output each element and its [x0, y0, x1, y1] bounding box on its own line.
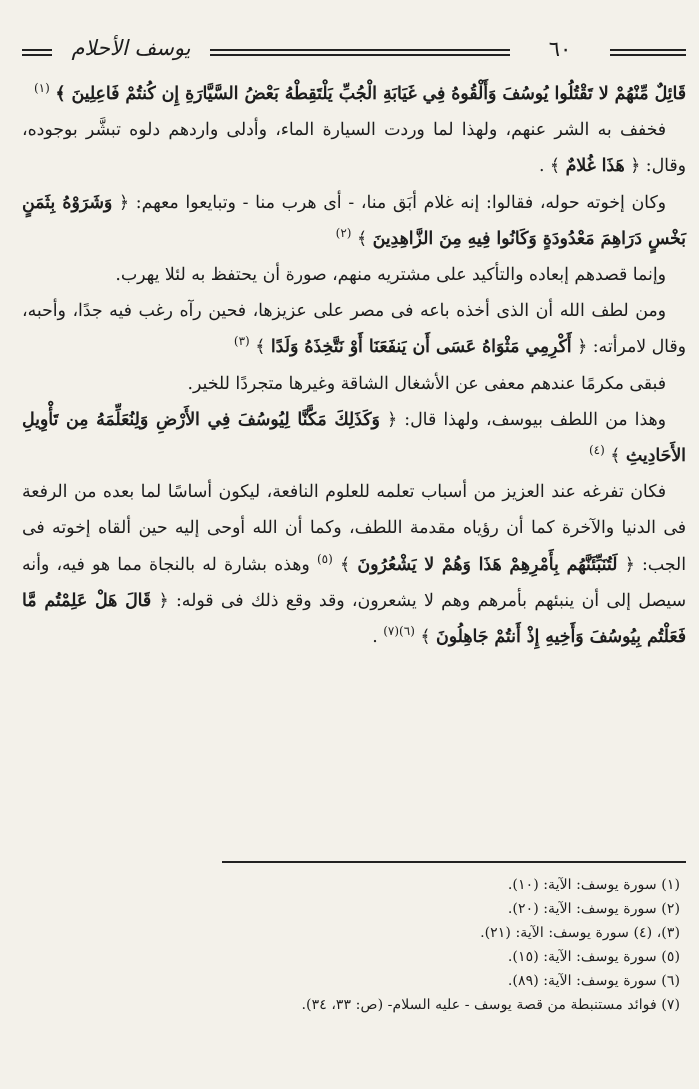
header-rule: [610, 49, 686, 51]
quran-quote: وَكَذَلِكَ مَكَّنَّا لِيُوسُفَ فِي الأَرْضِ وَلِنُعَلِّمَهُ مِن تَأْوِيلِ الأَحَادِيثِ: [22, 409, 686, 467]
quran-quote: وَشَرَوْهُ بِثَمَنٍ بَخْسٍ دَرَاهِمَ مَعْدُودَةٍ وَكَانُوا فِيهِ مِنَ الزَّاهِدِينَ: [22, 192, 686, 249]
header-rule: [22, 49, 52, 51]
header-rule: [210, 49, 510, 51]
header-rule: [22, 54, 52, 56]
quran-quote: أَكْرِمِي مَثْوَاهُ عَسَى أَن يَنفَعَنَا أَوْ نَتَّخِذَهُ وَلَدًا: [270, 337, 572, 358]
paragraph: [22, 474, 686, 655]
header-rule: [210, 54, 510, 56]
body-text-span: ﴾: [356, 228, 368, 249]
footnote: (٧) فوائد مستنبطة من قصة يوسف - عليه السلام- (ص: ٣٣، ٣٤).: [301, 997, 680, 1013]
body-text-span: ومن لطف الله أن الذى أخذه باعه فى مصر على عزيزها، فحين رآه رغب فيه جدًا، وأحبه، وقال لامرأته: ﴿: [22, 301, 686, 358]
paragraph: [22, 112, 686, 184]
body-text-span: وإنما قصدهم إبعاده والتأكيد على مشتريه منهم، صورة أن يحتفظ به لئلا يهرب.: [115, 265, 666, 286]
page-number: ٦٠: [548, 37, 572, 61]
footnote: (٢) سورة يوسف: الآية: (٢٠).: [507, 901, 680, 917]
footnote-ref: (١): [33, 81, 50, 96]
body-text-span: ﴾: [255, 337, 266, 358]
paragraph: [22, 293, 686, 365]
quran-quote: قَالَ هَلْ عَلِمْتُم مَّا فَعَلْتُم بِيُوسُفَ وَأَخِيهِ إِذْ أَنتُمْ جَاهِلُونَ: [22, 590, 686, 648]
footnote: (٦) سورة يوسف: الآية: (٨٩).: [507, 973, 680, 989]
footnote-ref: (٢): [335, 226, 352, 241]
footnote: (٥) سورة يوسف: الآية: (١٥).: [507, 949, 680, 965]
body-text-span: ﴾: [420, 627, 431, 648]
footnote: (١) سورة يوسف: الآية: (١٠).: [507, 877, 680, 893]
quran-quote: قَائِلٌ مِّنْهُمْ لا تَقْتُلُوا يُوسُفَ وَأَلْقُوهُ فِي غَيَابَةِ الْجُبِّ يَلْتَقِطْهُ بَعْضُ السَّيَّارَةِ إِن كُنتُمْ فَاعِلِينَ ﴾: [55, 84, 686, 104]
paragraph: [22, 402, 686, 474]
paragraph: [22, 257, 686, 293]
footnote-ref: (٤): [588, 443, 605, 458]
header-title: يوسف الأحلام: [71, 36, 191, 60]
header-rule: [610, 54, 686, 56]
body-text-span: ﴾: [610, 446, 621, 467]
body-text-span: .: [372, 627, 378, 648]
body-text-span: وكان إخوته حوله، فقالوا: إنه غلام أبَق منا، - أى هرب منا - وتبايعوا معهم: ﴿: [118, 192, 667, 213]
paragraph: [22, 185, 686, 257]
quran-quote: هَذَا غُلامٌ: [565, 156, 625, 177]
quran-quote: لَتُنَبِّئَنَّهُم بِأَمْرِهِمْ هَذَا وَهُمْ لا يَشْعُرُونَ: [357, 554, 618, 575]
body-text-span: ﴾ .: [538, 156, 561, 177]
body-text-span: فبقى مكرمًا عندهم معفى عن الأشغال الشاقة وغيرها متجردًا للخير.: [187, 373, 666, 394]
footnotes: [150, 873, 686, 1017]
body-text-span: ﴾: [340, 554, 351, 575]
body-text-span: فخفف به الشر عنهم، ولهذا لما وردت السيارة الماء، وأدلى واردهم دلوه تبشَّر بوجوده، وقال: ﴿: [22, 120, 686, 177]
footnote-ref: (٥): [316, 551, 333, 566]
body-text-span: وهذه بشارة له بالنجاة مما هو فيه، وأنه سيصل إلى أن ينبئهم بأمرهم وهم لا يشعرون، وقد وقع ذلك فى قوله: ﴿: [22, 554, 687, 611]
footnote-separator: [222, 861, 686, 863]
paragraph: [22, 76, 686, 112]
body-text-span: فكان تفرغه عند العزيز من أسباب تعلمه للعلوم النافعة، ليكون أساسًا لما بعده من الرفعة فى الدنيا والآخرة كما أن رؤياه مقدمة اللطف، وكما أن الله أوحى إليه حين ألقاه إخوته فى الجب: ﴿: [22, 482, 686, 575]
paragraph: [22, 366, 686, 402]
footnote-ref: (٦)(٧): [383, 624, 415, 639]
body-text-span: وهذا من اللطف بيوسف، ولهذا قال: ﴿: [387, 409, 666, 430]
footnote: (٣)، (٤) سورة يوسف: الآية: (٢١).: [480, 925, 680, 941]
footnote-ref: (٣): [233, 334, 250, 349]
body-text: [22, 76, 686, 655]
running-header: [22, 38, 686, 68]
